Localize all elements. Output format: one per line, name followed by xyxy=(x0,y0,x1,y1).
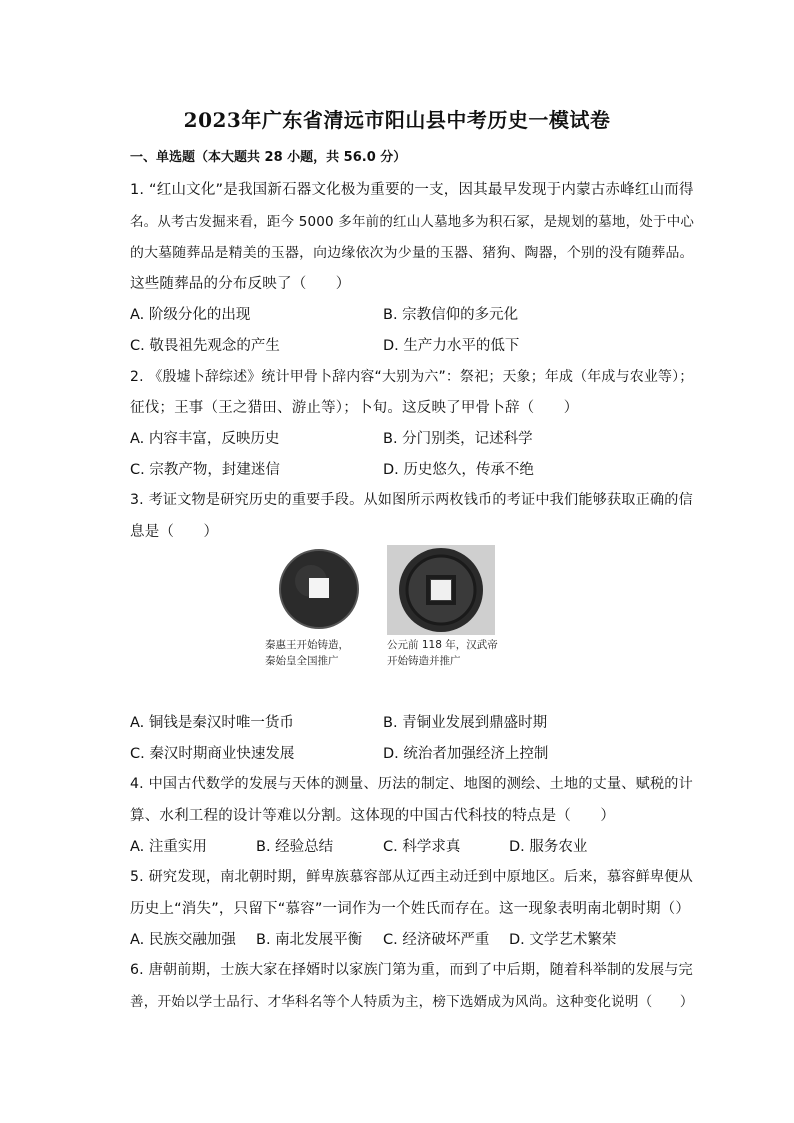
question-1-option-c: C. 敬畏祖先观念的产生 xyxy=(130,338,280,354)
question-3-option-a: A. 铜钱是秦汉时唯一货币 xyxy=(130,715,294,731)
question-2-option-d: D. 历史悠久，传承不绝 xyxy=(383,462,534,478)
han-coin-caption-2: 开始铸造并推广 xyxy=(387,655,461,667)
question-5-line-1: 5. 研究发现，南北朝时期，鲜卑族慕容部从辽西主动迁到中原地区。后来，慕容鲜卑便从 xyxy=(130,869,693,885)
question-2-option-b: B. 分门别类，记述科学 xyxy=(383,431,533,447)
question-4-option-a: A. 注重实用 xyxy=(130,839,207,855)
question-3-option-d: D. 统治者加强经济上控制 xyxy=(383,746,549,762)
qin-banliang-coin-image xyxy=(265,545,373,635)
han-wuzhu-coin-image xyxy=(387,545,495,635)
qin-coin-caption-2: 秦始皇全国推广 xyxy=(265,655,339,667)
question-2-line-1: 2. 《殷墟卜辞综述》统计甲骨卜辞内容“大别为六”：祭祀；天象；年成（年成与农业等）； xyxy=(130,369,694,385)
exam-title: 2023年广东省清远市阳山县中考历史一模试卷 xyxy=(183,108,611,132)
question-3-option-b: B. 青铜业发展到鼎盛时期 xyxy=(383,715,548,731)
han-coin-caption-1: 公元前 118 年，汉武帝 xyxy=(387,639,498,651)
question-5-option-c: C. 经济破坏严重 xyxy=(383,932,490,948)
question-1-option-d: D. 生产力水平的低下 xyxy=(383,338,520,354)
question-5-line-2: 历史上“消失”，只留下“慕容”一词作为一个姓氏而存在。这一现象表明南北朝时期（） xyxy=(130,901,691,917)
question-1-line-3: 的大墓随葬品是精美的玉器，向边缘依次为少量的玉器、猪狗、陶器，个别的没有随葬品。 xyxy=(130,245,694,261)
qin-coin-panel xyxy=(265,545,373,673)
question-3-line-1: 3. 考证文物是研究历史的重要手段。从如图所示两枚钱币的考证中我们能够获取正确的信 xyxy=(130,492,693,508)
question-5-option-b: B. 南北发展平衡 xyxy=(256,932,363,948)
question-4-option-b: B. 经验总结 xyxy=(256,839,334,855)
question-3-option-c: C. 秦汉时期商业快速发展 xyxy=(130,746,295,762)
question-3-line-2: 息是（ ） xyxy=(130,524,219,540)
question-1-line-2: 名。从考古发掘来看，距今 5000 多年前的红山人墓地多为积石冢，是规划的墓地，处于中心 xyxy=(130,214,695,230)
qin-coin-caption-1: 秦惠王开始铸造， xyxy=(265,639,349,651)
question-4-line-2: 算、水利工程的设计等难以分割。这体现的中国古代科技的特点是（ ） xyxy=(130,808,616,824)
question-2-option-a: A. 内容丰富，反映历史 xyxy=(130,431,280,447)
question-5-option-d: D. 文学艺术繁荣 xyxy=(509,932,617,948)
question-1-option-a: A. 阶级分化的出现 xyxy=(130,307,251,323)
question-2-line-2: 征伐；王事（王之猎田、游止等）；卜旬。这反映了甲骨卜辞（ ） xyxy=(130,400,579,416)
question-6-line-2: 善，开始以学士品行、才华科名等个人特质为主，榜下选婿成为风尚。这种变化说明（ ） xyxy=(130,994,694,1010)
question-4-option-d: D. 服务农业 xyxy=(509,839,588,855)
question-5-option-a: A. 民族交融加强 xyxy=(130,932,236,948)
han-coin-panel xyxy=(387,545,498,673)
question-1-option-b: B. 宗教信仰的多元化 xyxy=(383,307,519,323)
coins-figure xyxy=(265,545,498,675)
question-2-option-c: C. 宗教产物，封建迷信 xyxy=(130,462,280,478)
question-1-line-4: 这些随葬品的分布反映了（ ） xyxy=(130,276,351,292)
question-4-option-c: C. 科学求真 xyxy=(383,839,461,855)
section-heading: 一、单选题（本大题共 28 小题，共 56.0 分） xyxy=(130,150,407,165)
question-6-line-1: 6. 唐朝前期，士族大家在择婿时以家族门第为重，而到了中后期，随着科举制的发展与完 xyxy=(130,962,693,978)
question-1-line-1: 1. “红山文化”是我国新石器文化极为重要的一支，因其最早发现于内蒙古赤峰红山而得 xyxy=(130,182,694,198)
question-4-line-1: 4. 中国古代数学的发展与天体的测量、历法的制定、地图的测绘、土地的丈量、赋税的计 xyxy=(130,776,693,792)
